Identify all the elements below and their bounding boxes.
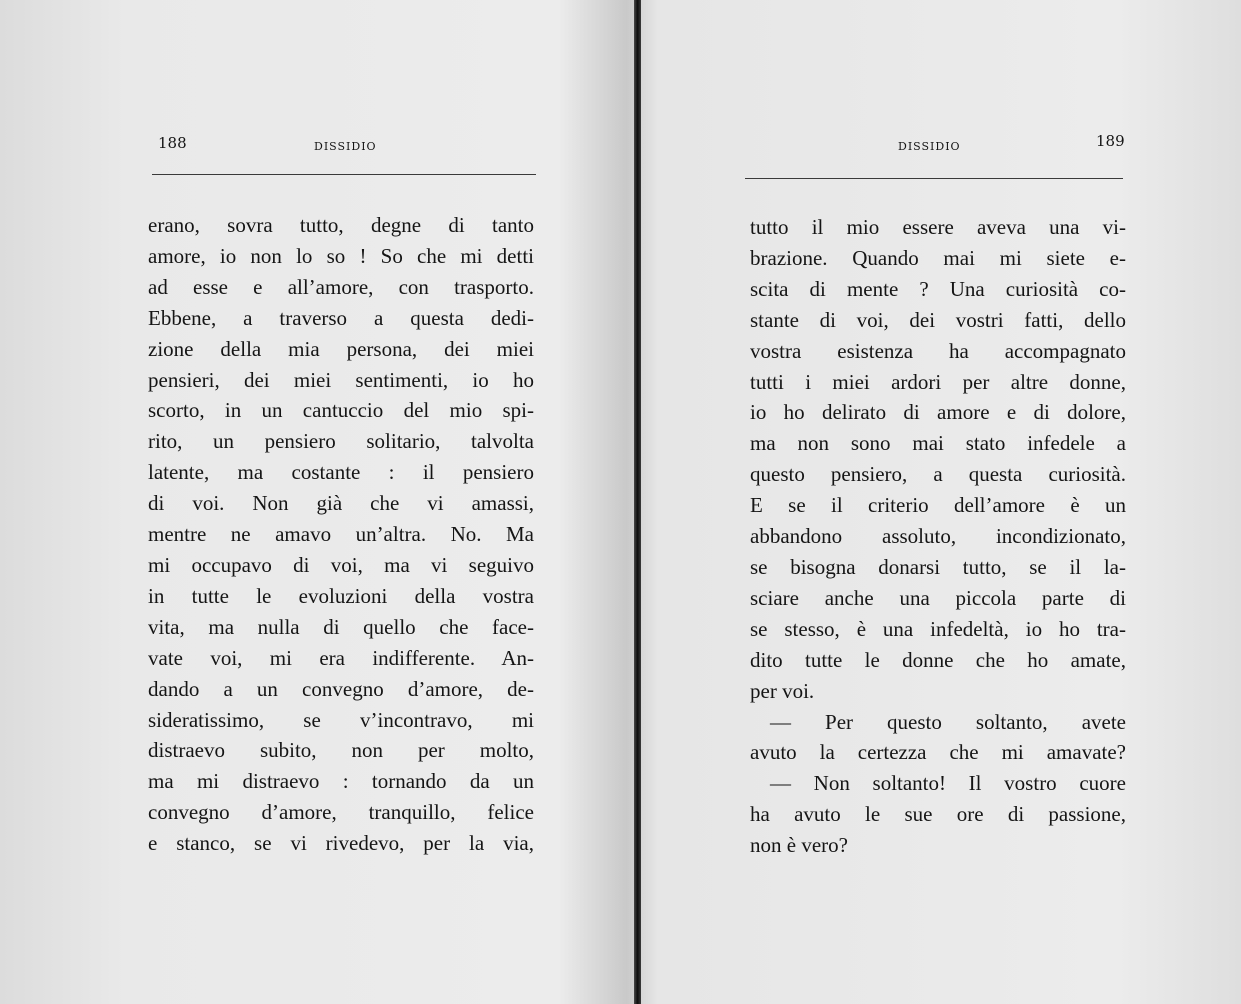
text-line: dito tutte le donne che ho amate, — [750, 647, 1126, 672]
text-line: ma non sono mai stato infedele a — [750, 431, 1126, 456]
left-header-rule — [152, 174, 536, 175]
text-line: mentre ne amavo un’altra. No. Ma — [148, 522, 534, 547]
text-line: stante di voi, dei vostri fatti, dello — [750, 307, 1126, 332]
text-line: scorto, in un cantuccio del mio spi- — [148, 398, 534, 423]
text-line: vostra esistenza ha accompagnato — [750, 338, 1126, 363]
text-line: zione della mia persona, dei miei — [148, 336, 534, 361]
left-running-head: DISSIDIO — [314, 140, 377, 153]
text-line: rito, un pensiero solitario, talvolta — [148, 429, 534, 454]
text-line: sciare anche una piccola parte di — [750, 585, 1126, 610]
text-line: io ho delirato di amore e di dolore, — [750, 400, 1126, 425]
text-line: — Per questo soltanto, avete — [770, 709, 1126, 734]
text-line: mi occupavo di voi, ma vi seguivo — [148, 552, 534, 577]
book-gutter — [634, 0, 641, 1004]
right-header-rule — [745, 178, 1123, 179]
text-line: scita di mente ? Una curiosità co- — [750, 276, 1126, 301]
text-line: vate voi, mi era indifferente. An- — [148, 645, 534, 670]
text-line: distraevo subito, non per molto, — [148, 738, 534, 763]
left-page-number: 188 — [158, 134, 187, 152]
text-line: pensieri, dei miei sentimenti, io ho — [148, 367, 534, 392]
right-running-head: DISSIDIO — [898, 140, 961, 153]
text-line: abbandono assoluto, incondizionato, — [750, 524, 1126, 549]
text-line: avuto la certezza che mi amavate? — [750, 740, 1126, 765]
text-line: se bisogna donarsi tutto, se il la- — [750, 554, 1126, 579]
text-line: sideratissimo, se v’incontravo, mi — [148, 707, 534, 732]
text-line: di voi. Non già che vi amassi, — [148, 491, 534, 516]
text-line: E se il criterio dell’amore è un — [750, 493, 1126, 518]
text-line: convegno d’amore, tranquillo, felice — [148, 800, 534, 825]
text-line: in tutte le evoluzioni della vostra — [148, 583, 534, 608]
right-page-text — [750, 212, 1126, 861]
right-page — [641, 0, 1241, 1004]
text-line: tutti i miei ardori per altre donne, — [750, 369, 1126, 394]
text-line: ha avuto le sue ore di passione, — [750, 802, 1126, 827]
text-line: ma mi distraevo : tornando da un — [148, 769, 534, 794]
text-line: non è vero? — [750, 833, 848, 858]
text-line: per voi. — [750, 678, 815, 703]
text-line: amore, io non lo so ! So che mi detti — [148, 243, 534, 268]
left-page-text — [148, 210, 534, 859]
right-page-number: 189 — [1096, 132, 1125, 150]
text-line: tutto il mio essere aveva una vi- — [750, 215, 1126, 239]
text-line: Ebbene, a traverso a questa dedi- — [148, 305, 534, 330]
text-line: erano, sovra tutto, degne di tanto — [148, 213, 534, 237]
text-line: se stesso, è una infedeltà, io ho tra- — [750, 616, 1126, 641]
text-line: brazione. Quando mai mi siete e- — [750, 245, 1126, 270]
text-line: latente, ma costante : il pensiero — [148, 460, 534, 485]
text-line: e stanco, se vi rivedevo, per la via, — [148, 831, 534, 856]
text-line: — Non soltanto! Il vostro cuore — [770, 771, 1126, 796]
text-line: vita, ma nulla di quello che face- — [148, 614, 534, 639]
text-line: dando a un convegno d’amore, de- — [148, 676, 534, 701]
text-line: questo pensiero, a questa curiosità. — [750, 462, 1126, 487]
text-line: ad esse e all’amore, con trasporto. — [148, 274, 534, 299]
